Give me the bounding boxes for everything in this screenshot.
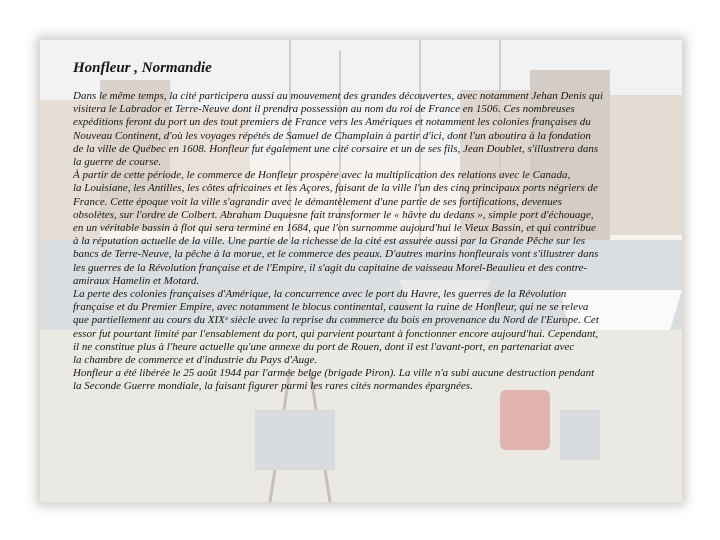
body-line: Honfleur a été libérée le 25 août 1944 par l'armée belge (brigade Piron). La ville n'a subi aucune destruction pendant <box>73 367 595 380</box>
body-line: en un véritable bassin à flot qui sera terminé en 1684, que l'on surnomme aujourd'hui le Vieux Bassin, et qui contribue <box>73 222 596 235</box>
body-line: à la réputation actuelle de la ville. Une partie de la richesse de la cité est assurée aussi par la Grande Pêche sur les <box>73 235 586 248</box>
body-line: Nouveau Continent, d'où les voyages répétés de Samuel de Champlain à partir d'ici, dont l'un aboutira à la fondation <box>73 129 591 142</box>
background-photo-frame <box>40 40 682 502</box>
body-line: de la ville de Québec en 1608. Honfleur fut également une cité corsaire et un de ses fils, Jean Doublet, s'illustrera dans <box>73 142 599 155</box>
body-line: visitera le Labrador et Terre-Neuve dont il prendra possession au nom du roi de France en 1506. Ces nombreuses <box>73 103 575 116</box>
body-line: France. Cette époque voit la ville s'agrandir avec le démantèlement d'une partie de ses fortifications, devenues <box>73 195 562 208</box>
body-line: À partir de cette période, le commerce de Honfleur prospère avec la multiplication des relations avec le Canada, <box>73 169 571 182</box>
body-line: les guerres de la Révolution française et de l'Empire, il s'agit du capitaine de vaisseau Morel-Beaulieu et des contre- <box>73 261 588 274</box>
article-body <box>73 90 653 394</box>
body-line: la chambre de commerce et d'industrie du Pays d'Auge. <box>73 354 318 367</box>
body-line: expéditions feront du port un des tout premiers de France vers les Amériques et notamment les colonies françaises du <box>73 116 591 129</box>
body-line: la Seconde Guerre mondiale, la faisant figurer parmi les rares cités normandes épargnées. <box>73 380 473 393</box>
article-text-block <box>73 58 653 394</box>
body-line: la Louisiane, les Antilles, les côtes africaines et les Açores, faisant de la ville l'un des cinq principaux ports négriers de <box>73 182 598 195</box>
body-line: Dans le même temps, la cité participera aussi au mouvement des grandes découvertes, avec notamment Jehan Denis qui <box>73 90 604 102</box>
body-line: essor fut pourtant limité par l'ensablement du port, qui parvient pourtant à fonctionner encore aujourd'hui. Cependant, <box>73 327 599 340</box>
body-line: la guerre de course. <box>73 156 162 169</box>
body-line: bancs de Terre-Neuve, la pêche à la morue, et le commerce des peaux. D'autres marins honfleurais vont s'illustrer dans <box>73 248 599 261</box>
body-line: française et du Premier Empire, avec notamment le blocus continental, causent la ruine de Honfleur, qui ne se releva <box>73 301 589 314</box>
body-line: obsolètes, sur l'ordre de Colbert. Abraham Duquesne fait transformer le « hâvre du dedans », simple port d'échouage, <box>73 208 594 221</box>
page-title: Honfleur , Normandie <box>73 60 212 76</box>
body-line: que partiellement au cours du XIXᵉ siècle avec la reprise du commerce du bois en provenance du Nord de l'Europe. Cet <box>73 314 599 327</box>
body-line: il ne constitue plus à l'heure actuelle qu'une annexe du port de Rouen, dont il est l'avant-port, en partenariat avec <box>73 340 575 353</box>
body-line: amiraux Hamelin et Motard. <box>73 274 200 287</box>
body-line: La perte des colonies françaises d'Amérique, la concurrence avec le port du Havre, les guerres de la Révolution <box>73 288 567 301</box>
